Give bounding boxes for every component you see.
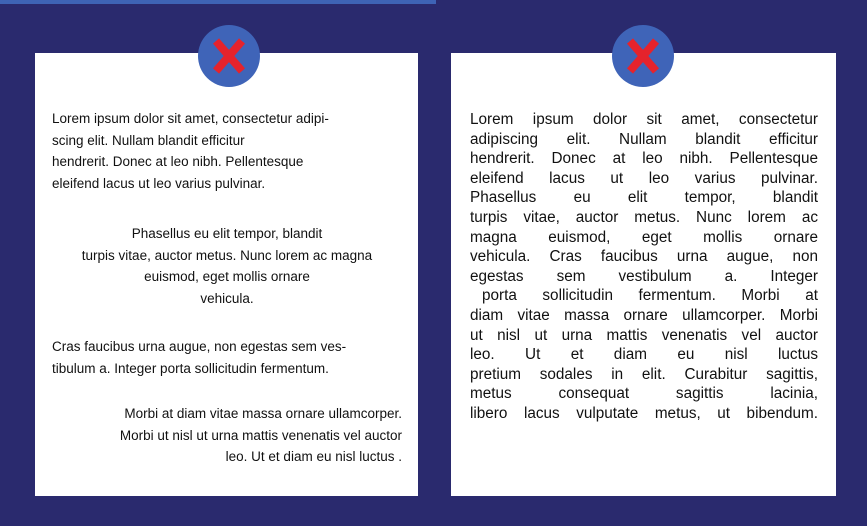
right-justified-paragraph [470, 110, 818, 424]
text-line: vehicula. [200, 290, 254, 306]
text-line: Morbi ut nisl ut urna mattis venenatis vel auctor [119, 427, 402, 443]
top-accent-strip [0, 0, 436, 4]
left-paragraph-4 [52, 403, 402, 468]
text-line: adipiscing elit. Nullam blandit efficitur [470, 130, 818, 148]
text-line: euismod, eget mollis ornare [144, 269, 310, 284]
text-line: hendrerit. Donec at leo nibh. Pellentesque [470, 150, 818, 168]
left-paragraph-3 [52, 336, 402, 379]
text-line: eleifend lacus ut leo varius pulvinar. [470, 169, 818, 187]
text-line: Morbi at diam vitae massa ornare ullamcorper. [124, 406, 402, 421]
text-line: egestas sem vestibulum a. Integer [470, 267, 818, 285]
text-line: pretium sodales in elit. Curabitur sagittis, [470, 365, 818, 383]
x-icon [625, 37, 661, 75]
left-x-badge [198, 25, 260, 87]
right-x-badge [612, 25, 674, 87]
text-line: Phasellus eu elit tempor, blandit [470, 189, 818, 207]
text-line: ut nisl ut urna mattis venenatis vel auctor [470, 326, 818, 344]
text-line: Phasellus eu elit tempor, blandit [131, 226, 323, 241]
text-line: tibulum a. Integer porta sollicitudin fermentum. [52, 360, 329, 376]
text-line: eleifend lacus ut leo varius pulvinar. [52, 175, 266, 191]
text-line: turpis vitae, auctor metus. Nunc lorem ac magna [81, 247, 373, 263]
text-line: diam vitae massa ornare ullamcorper. Morbi [470, 306, 818, 324]
text-line: libero lacus vulputate metus, ut bibendum. [470, 404, 818, 422]
text-line: turpis vitae, auctor metus. Nunc lorem ac [470, 208, 818, 226]
text-line: porta sollicitudin fermentum. Morbi at [482, 287, 818, 305]
text-line: scing elit. Nullam blandit efficitur [52, 132, 245, 148]
text-line: vehicula. Cras faucibus urna augue, non [470, 248, 818, 266]
text-line: leo. Ut et diam eu nisl luctus [470, 346, 818, 364]
text-line: Cras faucibus urna augue, non egestas sem ves- [52, 339, 347, 354]
left-paragraph-1 [52, 108, 402, 194]
text-line: metus consequat sagittis lacinia, [470, 385, 818, 403]
text-line: Lorem ipsum dolor sit amet, consectetur adipi- [52, 111, 329, 126]
text-line: leo. Ut et diam eu nisl luctus . [225, 449, 402, 464]
text-line: hendrerit. Donec at leo nibh. Pellentesque [52, 154, 304, 169]
text-line: Lorem ipsum dolor sit amet, consectetur [470, 111, 818, 128]
x-icon [211, 37, 247, 75]
left-paragraph-2 [52, 223, 402, 309]
text-line: magna euismod, eget mollis ornare [470, 228, 818, 246]
